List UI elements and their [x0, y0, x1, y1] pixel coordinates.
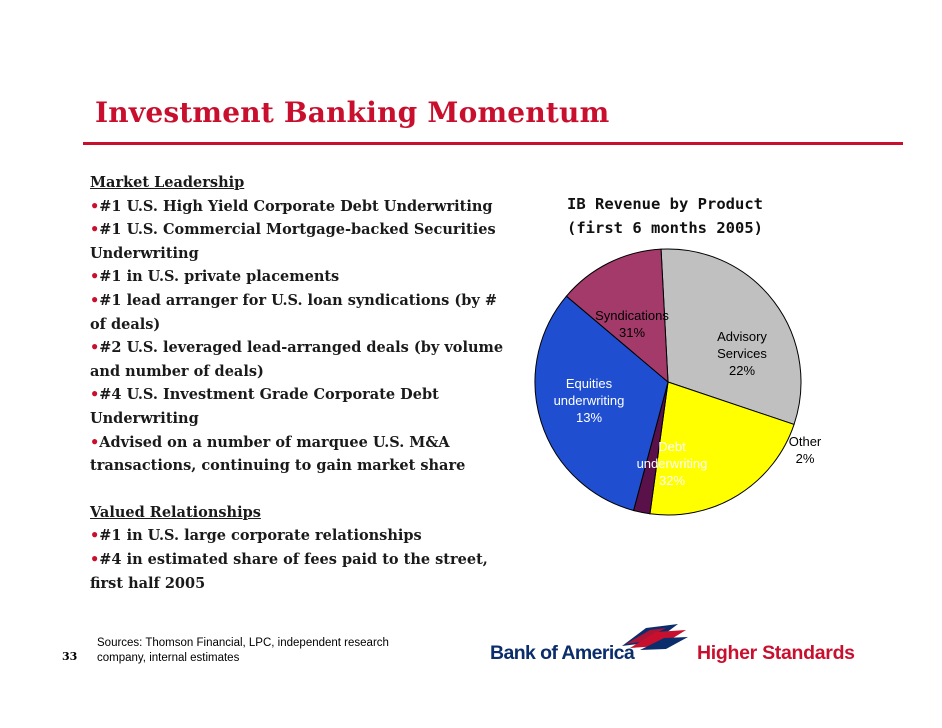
page-number: 33 [62, 650, 78, 663]
bullet-marker: • [90, 433, 100, 451]
slide-title: Investment Banking Momentum [95, 96, 610, 129]
pie-label-debt-underwriting: Debt underwriting 32% [636, 439, 708, 488]
bullet-text: Advised on a number of marquee U.S. M&A transactions, continuing to gain market share [90, 433, 466, 475]
bullet-marker: • [90, 268, 100, 286]
bullet-marker: • [90, 221, 100, 239]
chart-subtitle: (first 6 months 2005) [567, 219, 763, 237]
market-leadership-heading: Market Leadership [90, 174, 245, 191]
bullet-text: #1 in U.S. large corporate relationships [99, 527, 422, 545]
bullet-text: #4 in estimated share of fees paid to the street, first half 2005 [90, 550, 488, 592]
brand-tagline: Higher Standards [697, 642, 855, 664]
bank-logo-wordmark: Bank of America [490, 642, 635, 664]
bank-of-america-logo [490, 620, 690, 670]
bullet-marker: • [90, 527, 100, 545]
pie-label-equities-underwriting: Equities underwriting 13% [553, 376, 625, 425]
bullet-marker: • [90, 291, 100, 309]
pie-label-other: Other 2% [788, 434, 822, 466]
bullet-marker: • [90, 197, 100, 215]
bullet-text: #4 U.S. Investment Grade Corporate Debt Underwriting [90, 386, 439, 427]
chart-title: IB Revenue by Product [567, 195, 763, 213]
bullet-text: #1 lead arranger for U.S. loan syndications (by # of deals) [90, 291, 497, 333]
bullet-text: #1 U.S. High Yield Corporate Debt Underwriting [99, 197, 493, 215]
pie-label-advisory-services: Advisory Services 22% [717, 329, 767, 378]
bullet-text: #1 in U.S. private placements [99, 268, 340, 286]
valued-relationships-heading: Valued Relationships [90, 503, 261, 521]
bullet-marker: • [90, 386, 100, 404]
bullet-text: #2 U.S. leveraged lead-arranged deals (by volume and number of deals) [90, 339, 504, 380]
pie-label-syndications: Syndications 31% [595, 308, 669, 340]
bullet-marker: • [90, 339, 100, 357]
sources-note: Sources: Thomson Financial, LPC, independent research company, internal estimates [97, 637, 389, 664]
bullet-marker: • [90, 550, 100, 568]
bullet-text: #1 U.S. Commercial Mortgage-backed Securities Underwriting [90, 221, 496, 262]
